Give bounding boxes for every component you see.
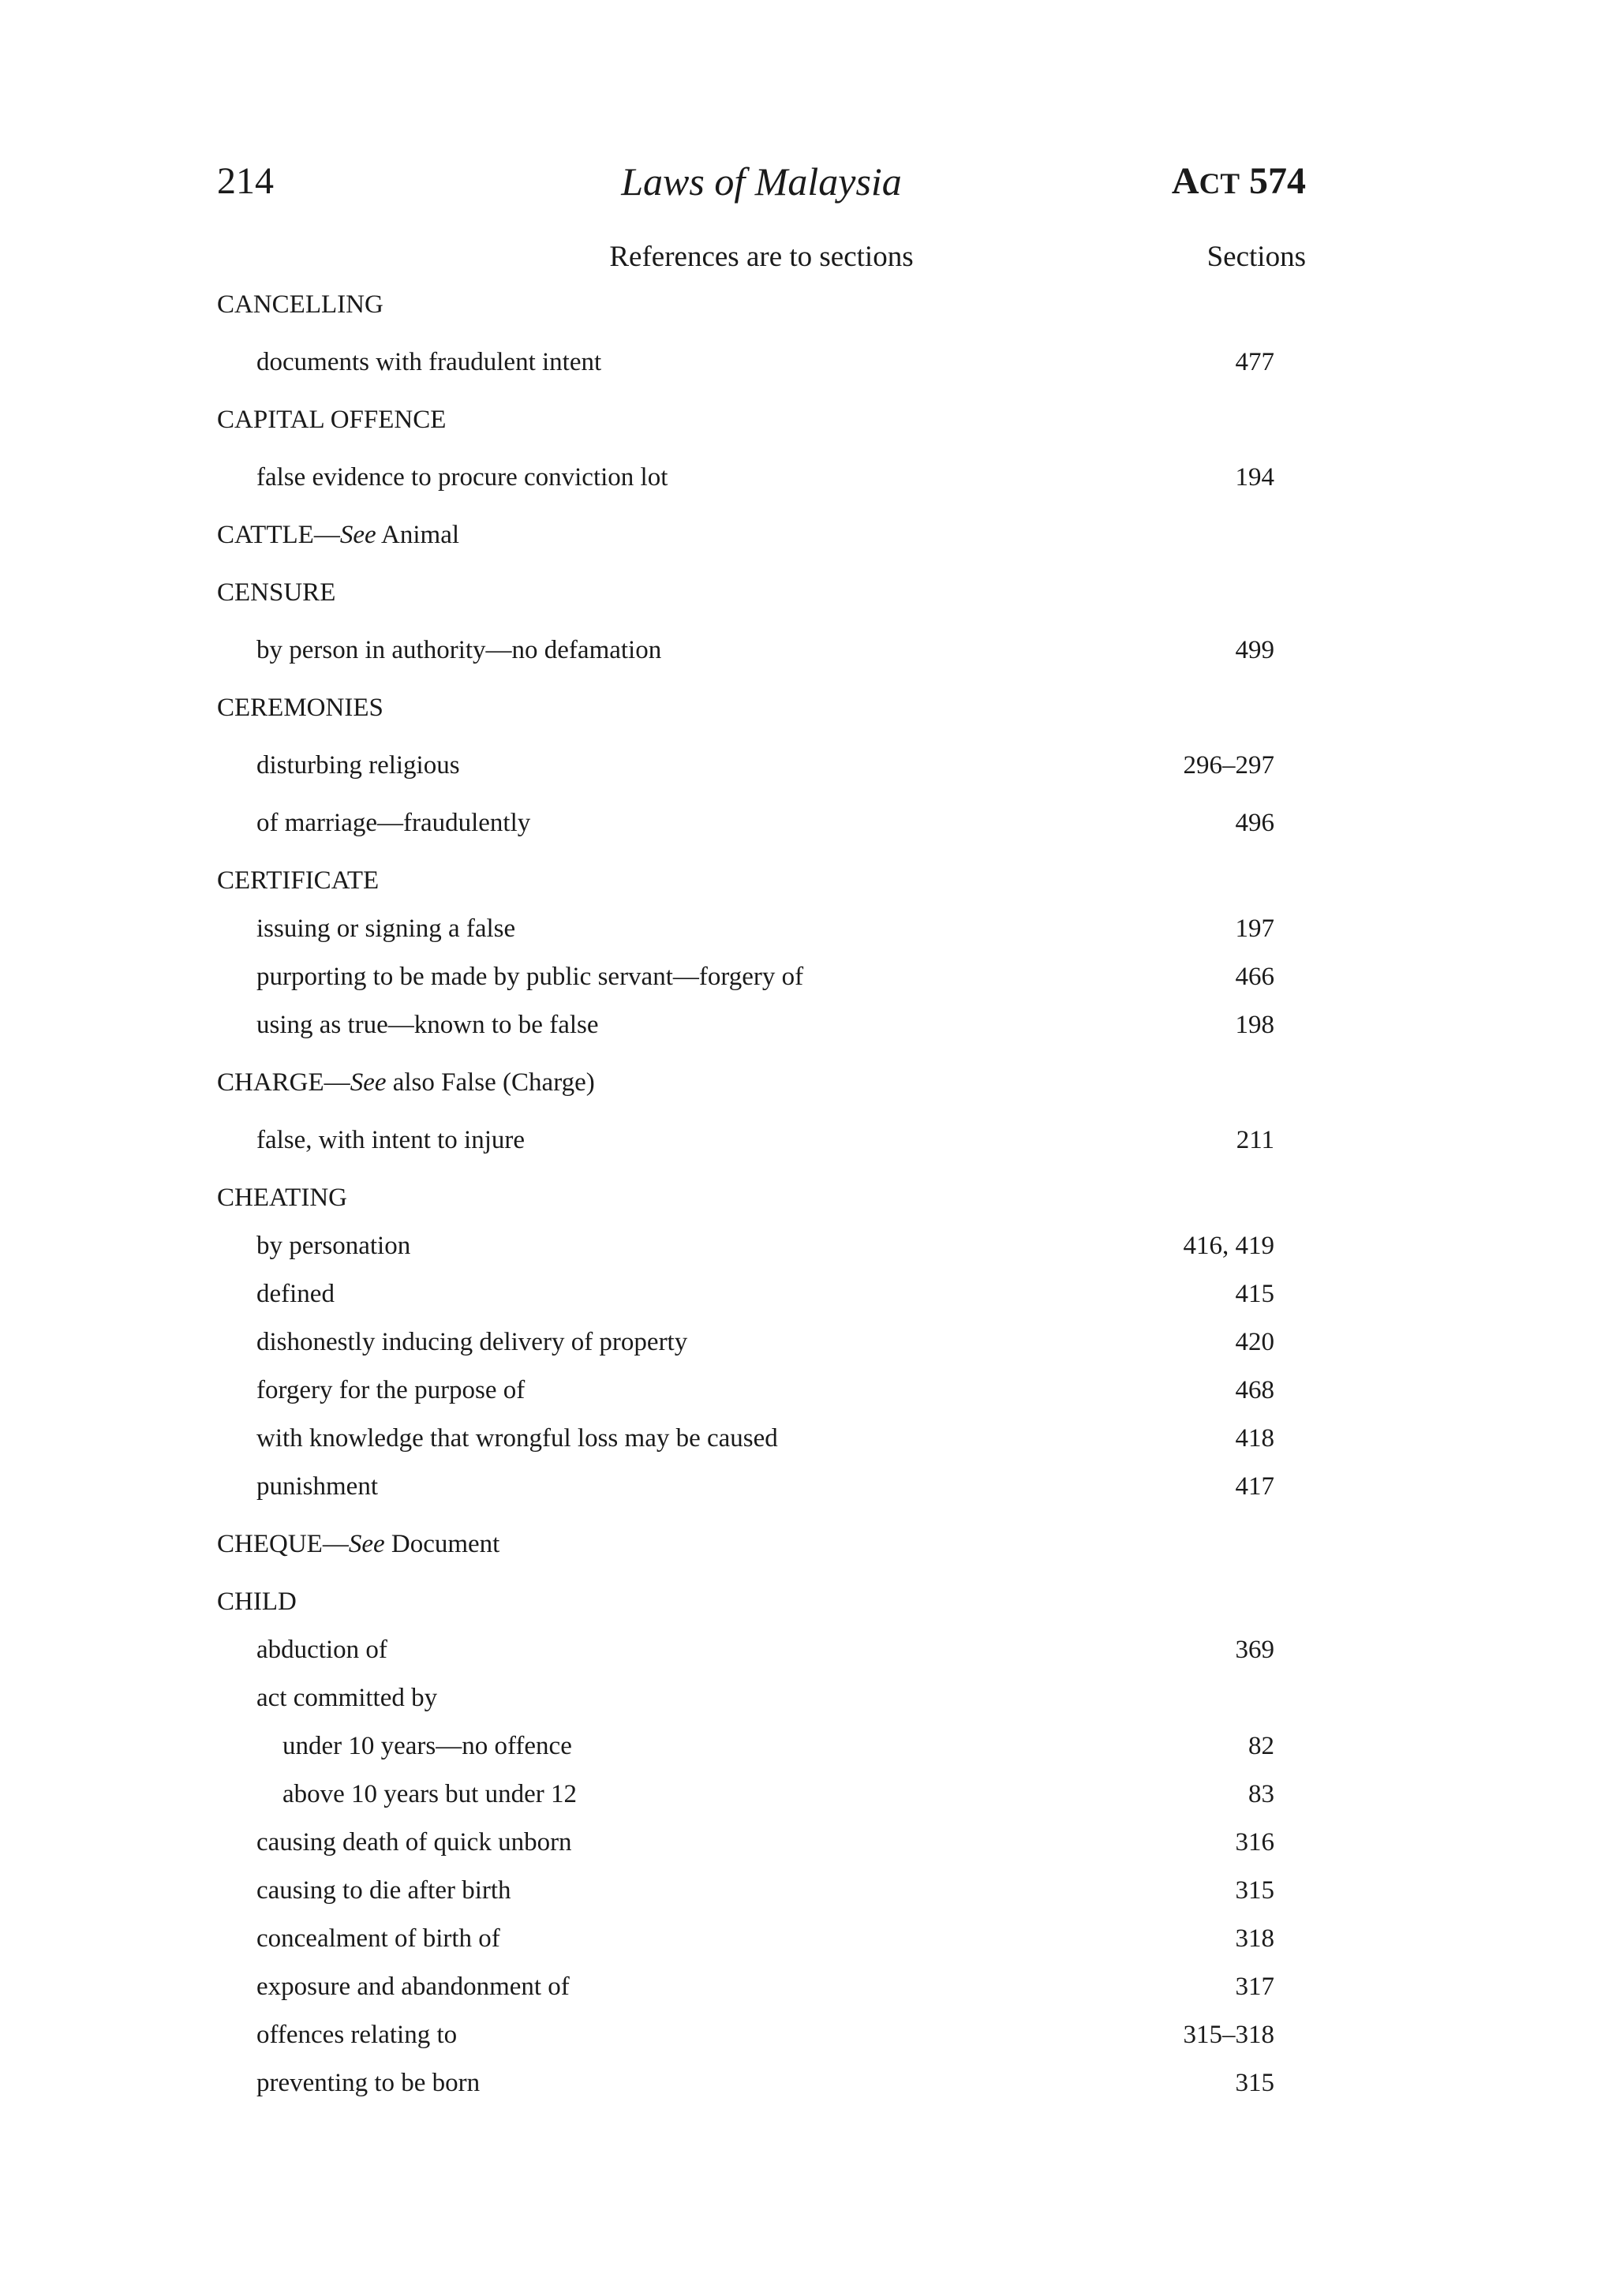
sections-column-heading: Sections	[1206, 241, 1306, 273]
index-entry: by person in authority—no defamation 499	[217, 630, 1274, 670]
index-entry: using as true—known to be false 198	[217, 1005, 1274, 1045]
references-note: References are to sections	[609, 241, 914, 273]
index-subentry: under 10 years—no offence 82	[217, 1726, 1274, 1766]
section-ref: 417	[1235, 1472, 1274, 1501]
act-number: 574	[1249, 160, 1306, 202]
index-entry: false, with intent to injure 211	[217, 1120, 1274, 1160]
index-entry: causing to die after birth 315	[217, 1871, 1274, 1910]
section-ref: 418	[1235, 1424, 1274, 1453]
index-heading: CHILD	[217, 1587, 297, 1616]
index-entry: abduction of 369	[217, 1630, 1274, 1670]
section-ref: 82	[1248, 1732, 1274, 1760]
index-entry: causing death of quick unborn 316	[217, 1823, 1274, 1862]
page-number: 214	[217, 160, 274, 202]
index-entry: exposure and abandonment of 317	[217, 1967, 1274, 2006]
section-ref: 420	[1235, 1328, 1274, 1356]
index-heading-cross-reference: CHEQUE—See Document	[217, 1530, 500, 1558]
index-entry: preventing to be born 315	[217, 2063, 1274, 2103]
section-ref: 499	[1235, 636, 1274, 664]
index-heading: CAPITAL OFFENCE	[217, 406, 447, 434]
section-ref: 197	[1235, 914, 1274, 943]
section-ref: 317	[1235, 1973, 1274, 2001]
index-entry: disturbing religious 296–297	[217, 746, 1274, 785]
index-heading-cross-reference: CHARGE—See also False (Charge)	[217, 1068, 595, 1097]
section-ref: 369	[1235, 1636, 1274, 1664]
section-ref: 83	[1248, 1780, 1274, 1808]
section-ref: 198	[1235, 1011, 1274, 1039]
section-ref: 415	[1235, 1280, 1274, 1308]
section-ref: 296–297	[1183, 751, 1274, 780]
running-title: Laws of Malaysia	[621, 159, 902, 204]
act-word: ACT	[1171, 160, 1240, 202]
index-entry: act committed by	[256, 1684, 438, 1712]
index-entry: forgery for the purpose of 468	[217, 1370, 1274, 1410]
section-ref: 316	[1235, 1828, 1274, 1857]
index-heading-cross-reference: CATTLE—See Animal	[217, 521, 460, 549]
index-heading: CENSURE	[217, 578, 336, 607]
section-ref: 315	[1235, 2069, 1274, 2097]
section-ref: 496	[1235, 809, 1274, 837]
index-entry: concealment of birth of 318	[217, 1919, 1274, 1958]
index-list	[217, 0, 1274, 2296]
section-ref: 194	[1235, 463, 1274, 492]
index-entry: issuing or signing a false 197	[217, 909, 1274, 948]
index-entry: dishonestly inducing delivery of property 420	[217, 1322, 1274, 1362]
section-ref: 416, 419	[1183, 1232, 1274, 1260]
index-entry: documents with fraudulent intent 477	[217, 342, 1274, 382]
index-entry: false evidence to procure conviction lot 194	[217, 458, 1274, 497]
index-entry: punishment 417	[217, 1467, 1274, 1506]
index-heading: CEREMONIES	[217, 694, 383, 722]
section-ref: 318	[1235, 1924, 1274, 1953]
section-ref: 211	[1236, 1126, 1274, 1154]
index-entry: purporting to be made by public servant—forgery of 466	[217, 957, 1274, 997]
index-heading: CHEATING	[217, 1184, 347, 1212]
section-ref: 315	[1235, 1876, 1274, 1905]
index-subentry: above 10 years but under 12 83	[217, 1774, 1274, 1814]
index-entry: of marriage—fraudulently 496	[217, 803, 1274, 843]
section-ref: 315–318	[1183, 2021, 1274, 2049]
index-heading: CANCELLING	[217, 290, 383, 319]
index-entry: defined 415	[217, 1274, 1274, 1314]
index-entry: offences relating to 315–318	[217, 2015, 1274, 2055]
index-entry: by personation 416, 419	[217, 1226, 1274, 1266]
index-heading: CERTIFICATE	[217, 866, 380, 895]
index-entry: with knowledge that wrongful loss may be caused 418	[217, 1419, 1274, 1458]
section-ref: 466	[1235, 963, 1274, 991]
section-ref: 468	[1235, 1376, 1274, 1404]
section-ref: 477	[1235, 348, 1274, 376]
